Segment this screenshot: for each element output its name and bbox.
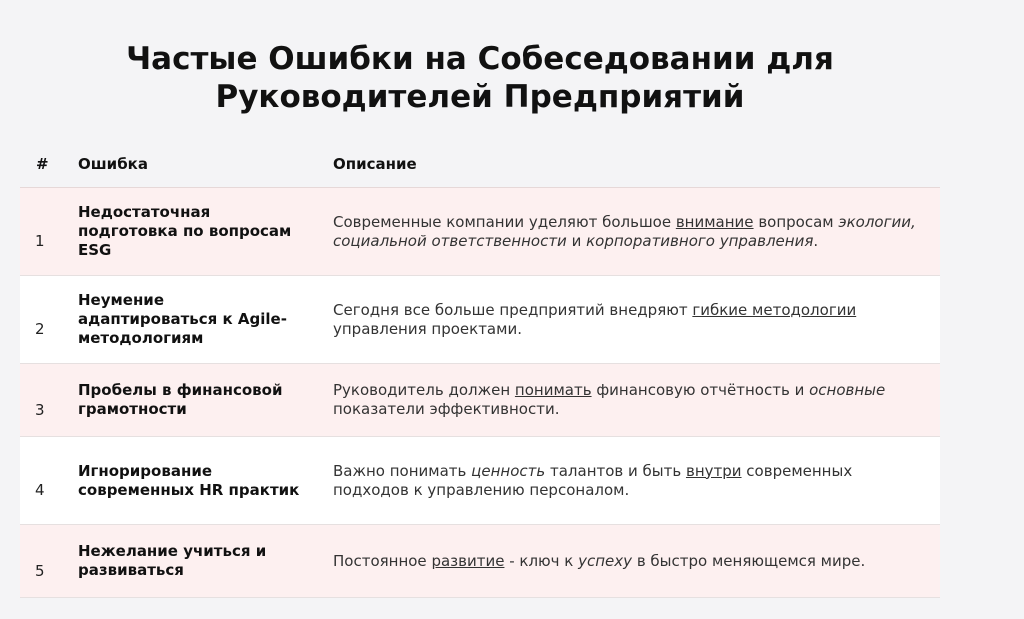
description-text: управления проектами. [333, 319, 522, 338]
italic-text: ценность [471, 461, 546, 480]
row-description [315, 364, 940, 437]
table-row [20, 188, 940, 276]
table-row [20, 276, 940, 364]
table-header-row [20, 140, 940, 188]
underlined-text: гибкие методологии [692, 300, 857, 319]
description-text: современных подходов к управлению персоналом. [333, 461, 853, 499]
row-error: Нежелание учиться и развиваться [60, 525, 315, 598]
description-text: в быстро меняющемся мире. [632, 551, 866, 570]
table-row [20, 437, 940, 525]
title-line-1: Частые Ошибки на Собеседовании для [126, 41, 834, 77]
title-line-2: Руководителей Предприятий [215, 79, 745, 115]
row-number: 2 [20, 276, 60, 364]
column-header-description: Описание [315, 140, 940, 188]
row-number: 3 [20, 364, 60, 437]
column-header-error: Ошибка [60, 140, 315, 188]
row-error: Пробелы в финансовой грамотности [60, 364, 315, 437]
row-error: Игнорирование современных HR практик [60, 437, 315, 525]
errors-table [20, 140, 940, 598]
underlined-text: развитие [431, 551, 505, 570]
italic-text: корпоративного управления [586, 231, 814, 250]
underlined-text: внимание [675, 212, 754, 231]
italic-text: основные [809, 381, 886, 399]
row-description [315, 525, 940, 598]
row-number: 5 [20, 525, 60, 598]
description-text: показатели эффективности. [333, 400, 560, 418]
description-text: Сегодня все больше предприятий внедряют [333, 300, 693, 319]
row-number: 1 [20, 188, 60, 276]
table-row [20, 525, 940, 598]
italic-text: экологии, социальной ответственности [333, 212, 916, 250]
description-text: талантов и быть [545, 461, 686, 480]
description-text: вопросам [753, 212, 839, 231]
description-text: Важно понимать [333, 461, 472, 480]
italic-text: успеху [578, 551, 633, 570]
description-text: Современные компании уделяют большое [333, 212, 676, 231]
row-description [315, 276, 940, 364]
description-text: Постоянное [333, 551, 432, 570]
underlined-text: понимать [514, 381, 592, 399]
row-description [315, 437, 940, 525]
description-text: . [813, 231, 819, 250]
page-title [0, 40, 960, 116]
table-row [20, 364, 940, 437]
description-text: - ключ к [504, 551, 579, 570]
row-error: Недостаточная подготовка по вопросам ESG [60, 188, 315, 276]
description-text: финансовую отчётность и [591, 381, 810, 399]
row-error: Неумение адаптироваться к Agile-методологиям [60, 276, 315, 364]
underlined-text: внутри [685, 461, 742, 480]
description-text: Руководитель должен [333, 381, 515, 399]
column-header-num: # [20, 140, 60, 188]
row-number: 4 [20, 437, 60, 525]
row-description [315, 188, 940, 276]
description-text: и [566, 231, 587, 250]
